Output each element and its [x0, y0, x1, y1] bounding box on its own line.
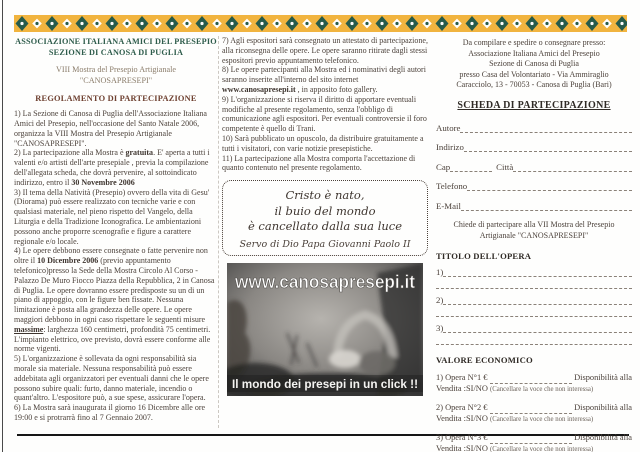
valore-entry-2-prefix: 2) Opera N°2 € [436, 403, 488, 413]
paragraph-line: Sezione di Canosa di Puglia [489, 59, 579, 69]
paragraph-line: 6) La Mostra sarà inaugurata il giorno 16 Dicembre alle ore 19:00 e si protrarrà fino al 7 Gennaio 2007. [14, 403, 206, 422]
field-telefono-line [467, 182, 632, 191]
paragraph-line: 11) La partecipazione alla Mostra comporta l'accettazione di quanto contenuto nel presente regolamento. [222, 153, 416, 173]
valore-entry-1-line [490, 376, 573, 384]
field-cap-label: Cap [436, 161, 451, 172]
field-indirizzo [436, 142, 632, 152]
association-name-line1: ASSOCIAZIONE ITALIANA AMICI DEL PRESEPIO [15, 37, 217, 46]
titolo-item-2-line2 [436, 305, 632, 317]
quote-line: Cristo è nato, [285, 188, 365, 203]
exhibition-subtitle [14, 64, 218, 86]
paragraph-line: Associazione Italiana Amici del Presepio [468, 48, 600, 58]
fold-line [218, 36, 219, 428]
titolo-opera-heading: TITOLO DELL'OPERA [436, 251, 532, 262]
field-autore-label: Autore [436, 122, 461, 133]
titolo-item-1-line2 [436, 277, 632, 289]
valore-entry-2-line [490, 406, 573, 414]
photo-slogan-text: Il mondo dei presepi in un click !! [232, 376, 418, 391]
valore-entry-1-line2: Vendita :SI/NO [436, 383, 488, 393]
field-email-line [461, 202, 632, 211]
titolo-item-3-line2 [436, 333, 632, 345]
valore-entry-1-prefix: 1) Opera N°1 € [436, 373, 488, 383]
valore-entry-3-prefix: 3) Opera N°3 € [436, 433, 488, 443]
paragraph-line: 8) Le opere partecipanti alla Mostra ed i nominativi degli autori saranno inserite all'interno del sito internet www.canosapresepi.it , in apposito foto gallery. [222, 65, 426, 94]
photo-url-text: www.canosapresepi.it [234, 271, 415, 292]
regulations-heading: REGOLAMENTO DI PARTECIPAZIONE [35, 94, 197, 104]
paragraph-line: 10) Sarà pubblicato un opuscolo, da distribuire gratuitamente a tutti i visitatori, con varie notizie presepistiche. [222, 133, 424, 153]
exhibition-subtitle-line2: "CANOSAPRESEPI" [79, 76, 153, 86]
titolo-item-2-number: 2) [436, 295, 444, 306]
paragraph-line: Caracciolo, 13 - 70053 - Canosa di Puglia (Bari) [456, 80, 612, 90]
crib-highlight [329, 350, 361, 368]
titolo-item-3 [436, 323, 632, 345]
titolo-item-3-number: 3) [436, 323, 444, 334]
field-email [436, 201, 632, 211]
valore-entry-3-line [490, 436, 573, 444]
paragraph-line: 7) Agli espositori sarà consegnato un attestato di partecipazione, alla riconsegna delle opere. Le opere saranno ritirate dagli stessi espositori previo appuntamento telefonico. [222, 36, 428, 65]
field-indirizzo-line [464, 143, 632, 152]
valore-entry-1-suffix: Disponibilità alla [574, 373, 632, 383]
form-title: SCHEDA DI PARTECIPAZIONE [457, 99, 611, 111]
valore-entry-2-note: (Cancellare la voce che non interessa) [489, 415, 594, 423]
field-telefono-label: Telefono [436, 181, 468, 192]
paragraph-line: presso Casa del Volontariato - Via Ammiraglio [459, 69, 609, 79]
paragraph-line: 5) L'organizzazione è sollevata da ogni responsabilità sia morale sia materiale. Nessuna responsabilità può essere addebitata agli organizzatori per eventuali danni che le opere possono subire quali: furto, danno materiale, incendio o quant'altro. L'espositore può, a sue spese, assicurare l'opera. [14, 354, 209, 403]
field-autore [436, 123, 632, 133]
quote-lines [227, 188, 423, 235]
field-citta-label: Città [496, 161, 514, 172]
column-regulations-2 [222, 36, 428, 396]
form-fields [436, 123, 632, 211]
valore-entry-3-suffix: Disponibilità alla [574, 433, 632, 443]
paragraph-line: 4) Le opere debbono essere consegnate o fatte pervenire non oltre il 10 Dicembre 2006 (previo appuntamento telefonico)presso la Sede della Mostra Circolo Al Corso - Palazzo De Muro Fiocco Piazza della Repubblica, 2 in Canosa di Puglia. Le opere dovranno essere predisposte su un di un piano di appoggio, con le figure ben fissate. Nessuna limitazione è posta alla grandezza delle opere. Le opere maggiori debbono in ogni caso rispettare le seguenti misure massime: larghezza 160 centimetri, profondità 75 centimetri. L'impianto elettrico, ove previsto, dovrà essere conforme alle norme vigenti. [14, 246, 215, 354]
titolo-item-2 [436, 295, 632, 317]
exhibition-subtitle-line1: VIII Mostra del Presepio Artigianale [55, 65, 177, 75]
page-edge-line [2, 0, 3, 452]
valore-entry-2 [436, 403, 632, 425]
nativity-photo [227, 263, 423, 396]
regulations-paragraphs-7-11 [222, 36, 428, 173]
titolo-item-1-number: 1) [436, 267, 444, 278]
column-participation-form [436, 38, 632, 452]
association-name-line2: SEZIONE DI CANOSA DI PUGLIA [48, 48, 184, 58]
titolo-item-3-line [443, 324, 632, 333]
field-citta-line [513, 163, 632, 172]
valore-entry-1 [436, 373, 632, 395]
mailing-instructions [436, 38, 632, 91]
paragraph-line: Da compilare e spedire o consegnare presso: [462, 38, 606, 47]
paragraph-line: 3) Il tema della Natività (Presepio) ovvero della vita di Gesu' (Diorama) può essere realizzato con tecniche varie e con qualsiasi materiale, nel pieno rispetto del Vangelo, della Liturgia e della Tradizione Iconografica. Le ambientazioni possono anche proporre scenografie e figure a carattere regionale e/o locale. [14, 187, 210, 246]
regulations-paragraphs-1-6 [14, 109, 218, 423]
quote-line: il buio del mondo [274, 203, 376, 218]
column-regulations-1 [14, 36, 218, 423]
valore-entry-1-note: (Cancellare la voce che non interessa) [489, 385, 594, 393]
valore-entry-3 [436, 433, 632, 452]
quote-box [222, 180, 428, 256]
quote-line: è cancellato dalla sua luce [247, 219, 403, 234]
valore-entry-3-note: (Cancellare la voce che non interessa) [489, 445, 594, 452]
decorative-diamond-border [14, 15, 627, 32]
field-telefono [436, 181, 632, 191]
valore-economico-heading: VALORE ECONOMICO [436, 355, 533, 366]
titolo-item-1-line [443, 268, 632, 277]
field-autore-line [460, 124, 632, 133]
field-indirizzo-label: Indirizo [436, 142, 464, 153]
field-cap-citta [436, 162, 632, 172]
paragraph-line: 9) L'organizzazione si riserva il diritto di apportare eventuali modifiche al presente regolamento, senza l'obbligo di comunicazione agli espositori. Per eventuali controversie il foro competente è quello di Trani. [222, 94, 427, 134]
paragraph-line: 2) La partecipazione alla Mostra è gratuita. E' aperta a tutti i valenti e/o artisti dell'arte presepiale , previa la compilazione dell'allegata scheda, che dovrà pervenire, al sottoindicato indirizzo, entro il 30 Novembre 2006 [14, 148, 210, 187]
participation-request-line2: Artigianale "CANOSAPRESEPI" [479, 230, 589, 240]
association-name [14, 36, 218, 58]
titolo-item-2-line [443, 296, 632, 305]
valore-entry-2-line2: Vendita :SI/NO [436, 413, 488, 423]
field-email-label: E-Mail [436, 200, 461, 211]
participation-request-line1: Chiede di partecipare alla VII Mostra del Presepio [453, 220, 615, 230]
valore-entry-3-line2: Vendita :SI/NO [436, 443, 488, 452]
quote-attribution: Servo di Dio Papa Giovanni Paolo II [239, 238, 411, 250]
paragraph-line: 1) La Sezione di Canosa di Puglia dell'Associazione Italiana Amici del Presepio, nell'occasione del Santo Natale 2006, organizza la VIII Mostra del Presepio Artigianale "CANOSAPRESEPI". [14, 109, 207, 148]
participation-request [436, 220, 632, 241]
titolo-item-1 [436, 267, 632, 289]
field-cap-line [450, 163, 492, 172]
valore-entry-2-suffix: Disponibilità alla [574, 403, 632, 413]
